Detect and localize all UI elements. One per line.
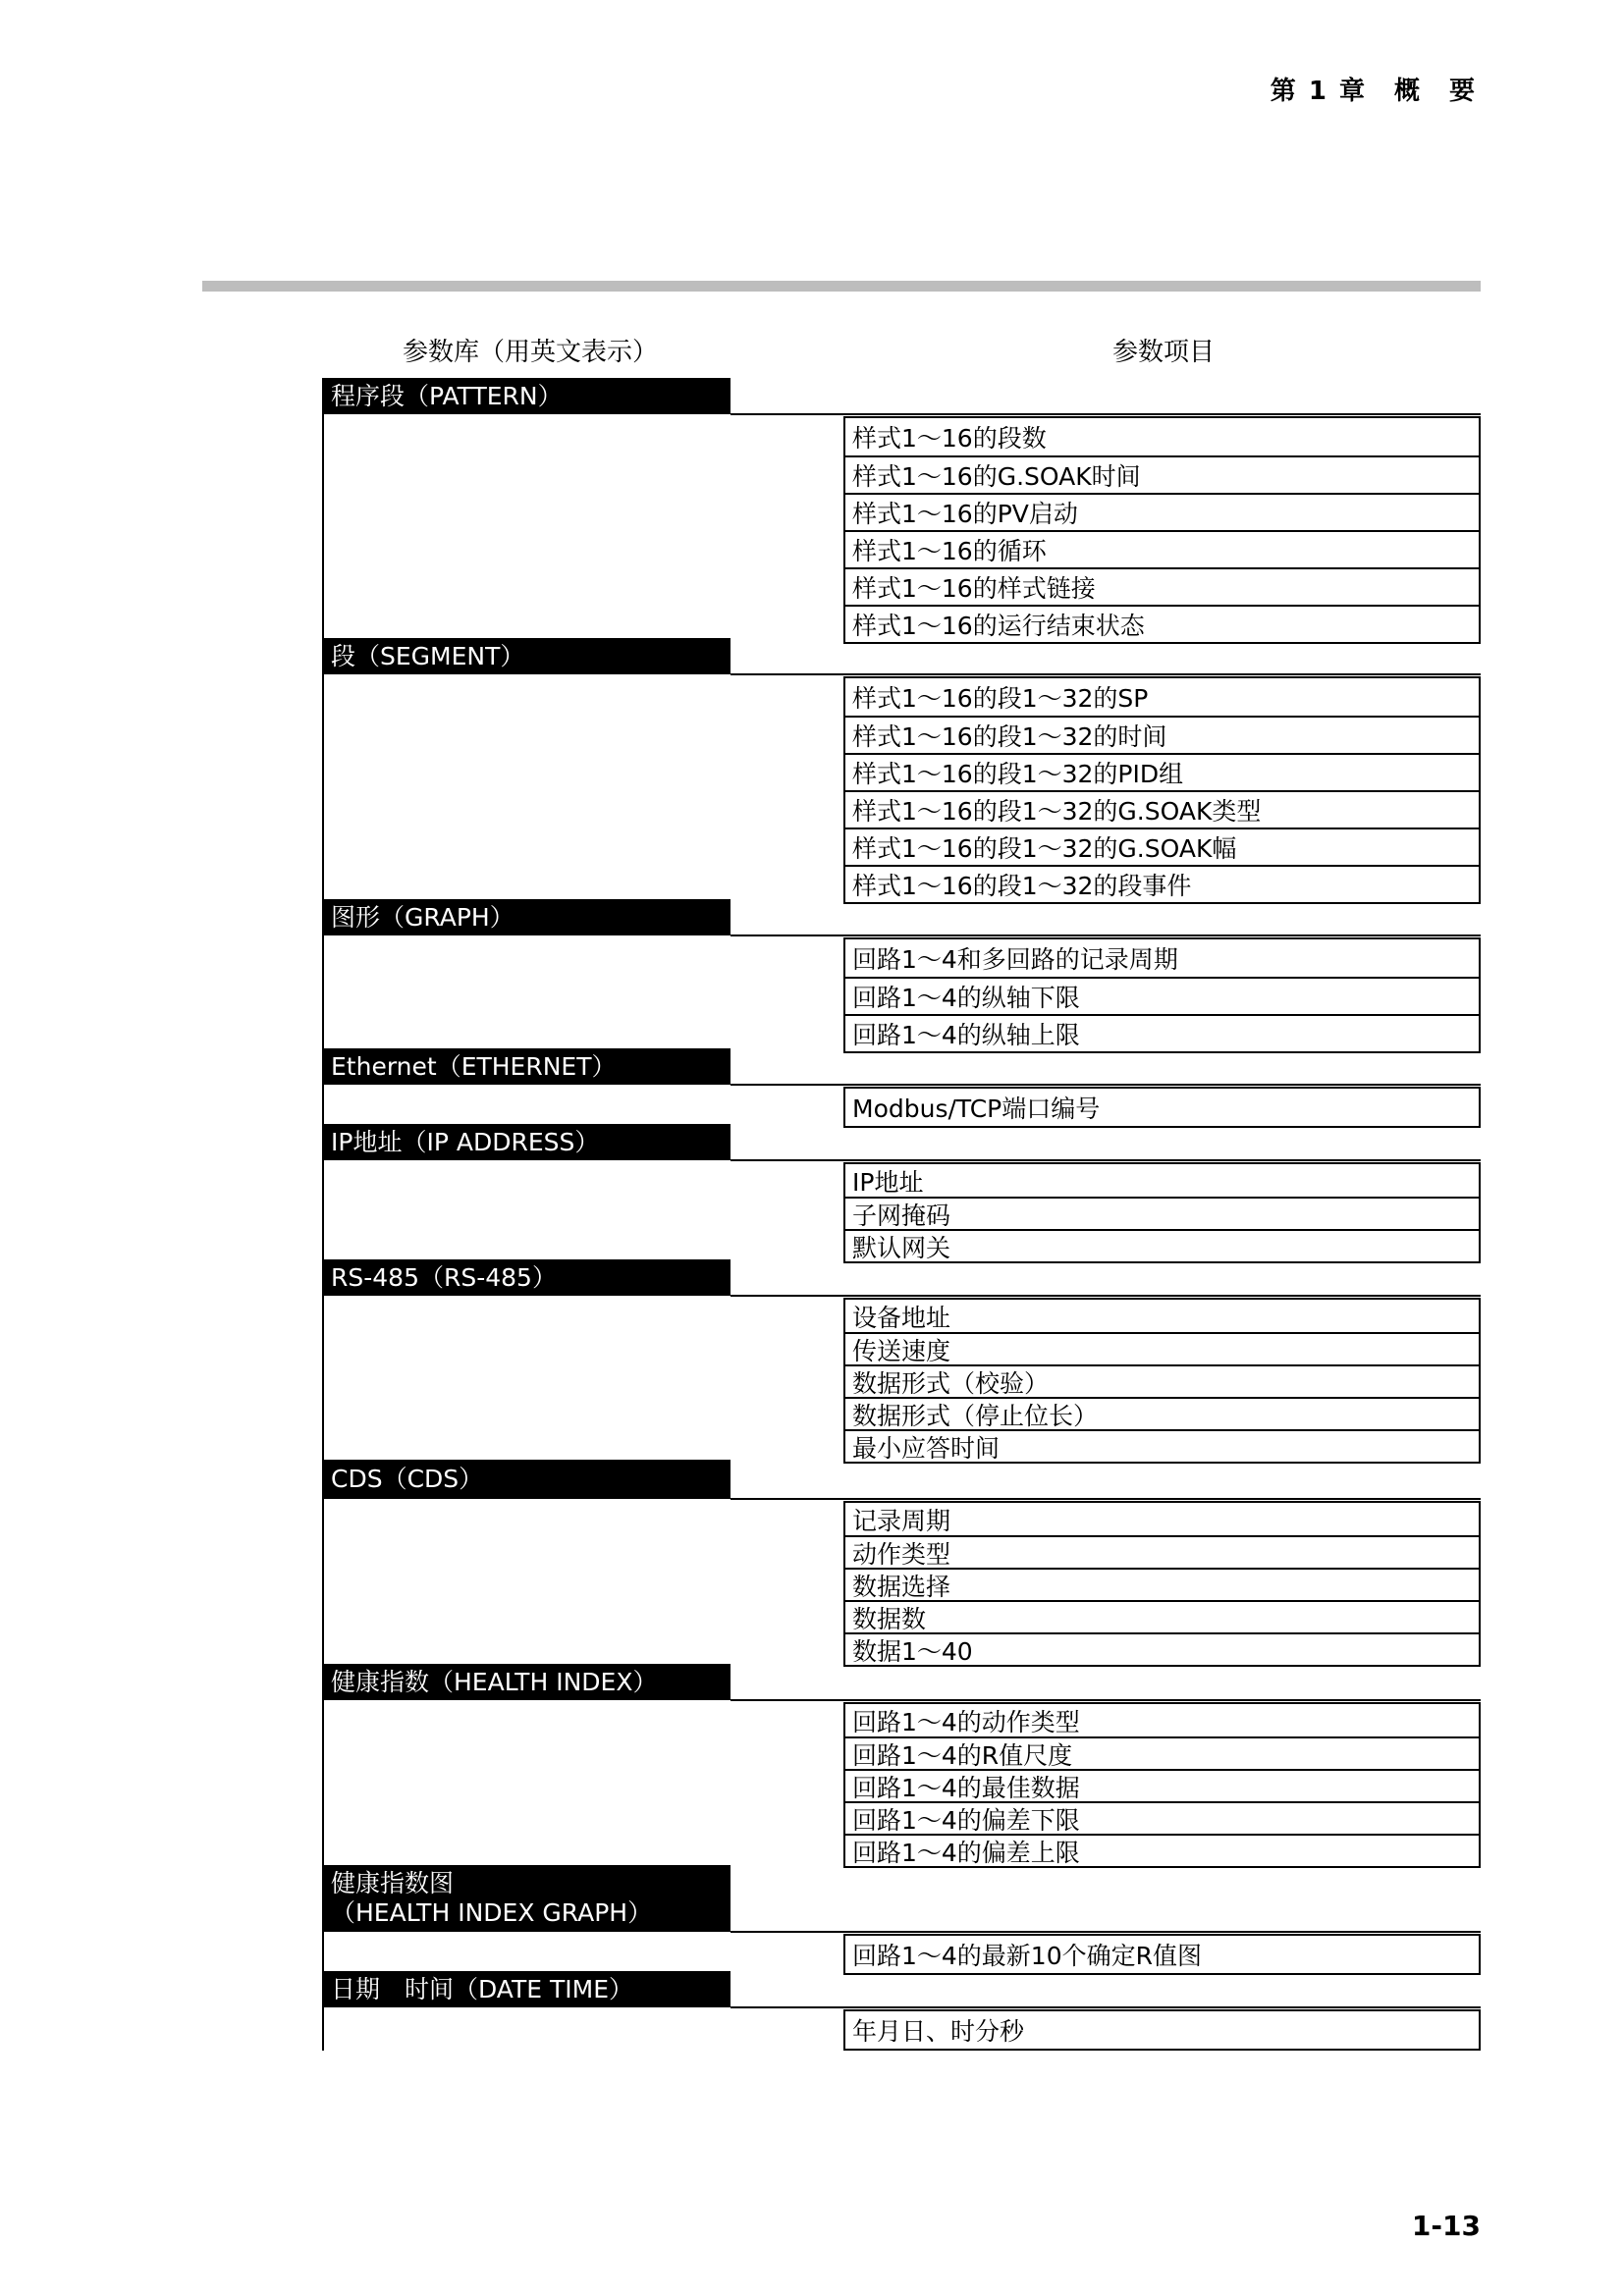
parameter-item: IP地址 <box>852 1167 924 1197</box>
category-label-line: CDS（CDS） <box>331 1465 484 1493</box>
parameter-item-group <box>843 1934 1481 1975</box>
parameter-item: 回路1～4的纵轴下限 <box>845 977 1479 1014</box>
parameter-item: 样式1～16的段1～32的PID组 <box>845 753 1479 790</box>
chapter-header: 第 1 章 概 要 <box>1270 77 1477 106</box>
category-connector <box>731 1498 1481 1500</box>
parameter-item: 回路1～4的最佳数据 <box>845 1769 1479 1801</box>
parameter-item-group <box>843 937 1481 1053</box>
category-connector <box>731 1931 1481 1933</box>
parameter-item-group <box>843 1087 1481 1128</box>
category-label-line: Ethernet（ETHERNET） <box>331 1051 617 1081</box>
category-label <box>324 378 731 414</box>
parameter-item: 动作类型 <box>845 1535 1479 1568</box>
tree-spine <box>322 378 324 2051</box>
parameter-item: 样式1～16的运行结束状态 <box>845 605 1479 642</box>
category-label-line: 日期 时间（DATE TIME） <box>331 1974 633 2003</box>
category-connector <box>731 413 1481 415</box>
category-label <box>324 1865 731 1932</box>
parameter-item: 子网掩码 <box>845 1197 1479 1229</box>
parameter-item-group <box>843 1162 1481 1263</box>
category-connector <box>731 1699 1481 1701</box>
parameter-item: 回路1～4的R值尺度 <box>845 1736 1479 1769</box>
parameter-item: 数据形式（校验） <box>845 1364 1479 1397</box>
parameter-item: 数据1～40 <box>845 1632 1479 1665</box>
category-label <box>324 1048 731 1085</box>
parameter-item: 样式1～16的段1～32的段事件 <box>845 865 1479 902</box>
parameter-item: 传送速度 <box>845 1332 1479 1364</box>
parameter-item: 记录周期 <box>852 1506 951 1535</box>
parameter-item: 数据选择 <box>845 1568 1479 1600</box>
category-label <box>324 1259 731 1296</box>
parameter-item: Modbus/TCP端口编号 <box>852 1095 1101 1123</box>
category-label <box>324 1664 731 1700</box>
parameter-item: 回路1～4的偏差下限 <box>845 1801 1479 1834</box>
parameter-item-group <box>843 1298 1481 1464</box>
parameter-item: 回路1～4和多回路的记录周期 <box>852 945 1178 974</box>
parameter-item: 样式1～16的PV启动 <box>845 493 1479 530</box>
parameter-item: 数据数 <box>845 1600 1479 1632</box>
parameter-item: 设备地址 <box>852 1303 951 1332</box>
category-label <box>324 1460 731 1499</box>
parameter-item: 样式1～16的段1～32的SP <box>852 684 1149 713</box>
parameter-item: 样式1～16的段1～32的G.SOAK类型 <box>845 790 1479 828</box>
category-label-line: 段（SEGMENT） <box>331 641 525 670</box>
category-label <box>324 899 731 935</box>
parameter-item: 回路1～4的偏差上限 <box>845 1834 1479 1866</box>
category-connector <box>731 1159 1481 1161</box>
category-connector <box>731 673 1481 675</box>
parameter-item: 最小应答时间 <box>845 1429 1479 1462</box>
parameter-item: 样式1～16的G.SOAK时间 <box>845 455 1479 493</box>
category-label-line: 图形（GRAPH） <box>331 902 514 932</box>
column-header-left: 参数库（用英文表示） <box>403 338 659 367</box>
category-connector <box>731 1084 1481 1086</box>
parameter-item: 年月日、时分秒 <box>852 2017 1025 2046</box>
parameter-item: 样式1～16的段数 <box>852 424 1047 453</box>
parameter-item: 样式1～16的段1～32的时间 <box>845 716 1479 753</box>
category-label-line: IP地址（IP ADDRESS） <box>331 1127 600 1156</box>
category-label-line: 健康指数（HEALTH INDEX） <box>331 1667 658 1696</box>
parameter-item-group <box>843 416 1481 644</box>
parameter-item: 默认网关 <box>845 1229 1479 1261</box>
category-label-line: 健康指数图 <box>331 1869 455 1897</box>
parameter-item: 数据形式（停止位长） <box>845 1397 1479 1429</box>
category-label <box>324 1971 731 2007</box>
parameter-item: 样式1～16的样式链接 <box>845 567 1479 605</box>
parameter-item: 回路1～4的最新10个确定R值图 <box>852 1942 1202 1970</box>
page-number: 1-13 <box>1411 2210 1481 2242</box>
parameter-item-group <box>843 1501 1481 1667</box>
category-label-line: （HEALTH INDEX GRAPH） <box>331 1898 653 1927</box>
parameter-item-group <box>843 1702 1481 1868</box>
category-label-line: RS-485（RS-485） <box>331 1262 557 1292</box>
category-label <box>324 638 731 674</box>
parameter-item-group <box>843 2009 1481 2051</box>
parameter-item-group <box>843 676 1481 904</box>
category-connector <box>731 2006 1481 2008</box>
parameter-item: 回路1～4的动作类型 <box>852 1707 1080 1736</box>
category-label <box>324 1124 731 1160</box>
column-header-right: 参数项目 <box>1112 338 1216 367</box>
parameter-item: 样式1～16的循环 <box>845 530 1479 567</box>
parameter-item: 回路1～4的纵轴上限 <box>845 1014 1479 1051</box>
category-connector <box>731 934 1481 936</box>
category-connector <box>731 1295 1481 1297</box>
parameter-item: 样式1～16的段1～32的G.SOAK幅 <box>845 828 1479 865</box>
category-label-line: 程序段（PATTERN） <box>331 381 563 410</box>
